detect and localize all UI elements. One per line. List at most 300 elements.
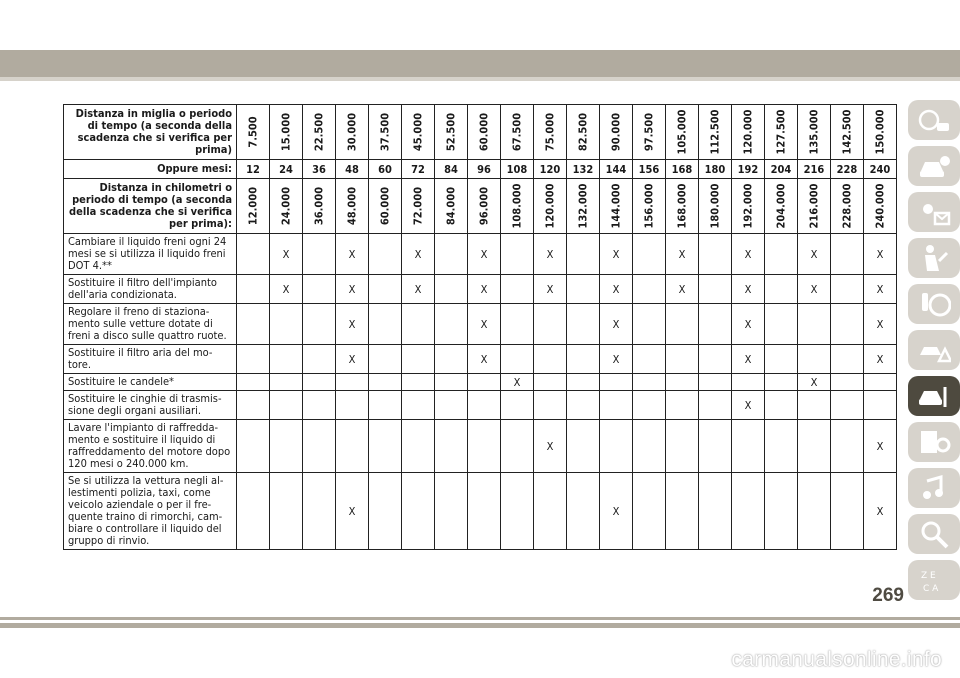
empty-cell	[369, 374, 402, 391]
tab-car-info[interactable]	[908, 146, 960, 186]
empty-cell	[633, 345, 666, 374]
km-header-row-value: 156.000	[642, 183, 656, 229]
empty-cell	[831, 391, 864, 420]
km-header-row-value: 120.000	[543, 183, 557, 229]
car-info-icon	[917, 151, 951, 181]
empty-cell	[699, 473, 732, 550]
empty-cell	[798, 345, 831, 374]
miles-header-row-cell	[732, 105, 765, 160]
miles-header-row-value: 150.000	[873, 109, 887, 155]
service-mark: X	[666, 234, 699, 275]
miles-header-row-cell	[303, 105, 336, 160]
km-header-row-value: 216.000	[807, 183, 821, 229]
service-mark: X	[600, 304, 633, 345]
empty-cell	[666, 420, 699, 473]
empty-cell	[666, 304, 699, 345]
empty-cell	[270, 420, 303, 473]
empty-cell	[435, 275, 468, 304]
empty-cell	[336, 391, 369, 420]
empty-cell	[402, 473, 435, 550]
months-header-row-label: Oppure mesi:	[64, 160, 237, 179]
km-header-row-cell	[666, 179, 699, 234]
empty-cell	[435, 304, 468, 345]
km-header-row-cell	[435, 179, 468, 234]
starting-driving-icon	[917, 289, 951, 319]
km-header-row-value: 204.000	[774, 183, 788, 229]
months-header-row-value: 84	[435, 160, 468, 179]
technical-specs-icon	[917, 427, 951, 457]
empty-cell	[534, 374, 567, 391]
empty-cell	[501, 345, 534, 374]
service-mark: X	[600, 473, 633, 550]
empty-cell	[765, 345, 798, 374]
miles-header-row	[64, 105, 897, 160]
months-header-row-value: 192	[732, 160, 765, 179]
service-mark: X	[864, 234, 897, 275]
empty-cell	[831, 304, 864, 345]
empty-cell	[402, 420, 435, 473]
service-mark: X	[864, 275, 897, 304]
months-header-row-value: 96	[468, 160, 501, 179]
miles-header-row-cell	[765, 105, 798, 160]
warning-lights-icon	[917, 197, 951, 227]
alphabetical-index-icon	[917, 565, 951, 595]
km-header-row-value: 36.000	[312, 186, 326, 226]
miles-header-row-value: 15.000	[279, 112, 293, 152]
km-header-row-cell	[303, 179, 336, 234]
empty-cell	[765, 275, 798, 304]
page-top-margin	[0, 0, 960, 50]
empty-cell	[765, 473, 798, 550]
miles-header-row-cell	[699, 105, 732, 160]
months-header-row-value: 216	[798, 160, 831, 179]
tab-multimedia[interactable]	[908, 468, 960, 508]
service-mark: X	[864, 304, 897, 345]
km-header-row-cell	[732, 179, 765, 234]
km-header-row-value: 228.000	[840, 183, 854, 229]
empty-cell	[369, 391, 402, 420]
empty-cell	[369, 420, 402, 473]
table-row	[64, 420, 897, 473]
miles-header-row-cell	[666, 105, 699, 160]
empty-cell	[402, 391, 435, 420]
empty-cell	[303, 391, 336, 420]
empty-cell	[567, 374, 600, 391]
km-header-row-cell	[402, 179, 435, 234]
service-mark: X	[798, 234, 831, 275]
miles-header-row-value: 45.000	[411, 112, 425, 152]
tab-search-index[interactable]	[908, 514, 960, 554]
empty-cell	[567, 473, 600, 550]
maintenance-task-label: Sostituire le cinghie di trasmis-sione degli organi ausiliari.	[64, 391, 237, 420]
miles-header-row-label: Distanza in miglia o periodo di tempo (a seconda della scadenza che si verifica per prima)	[64, 105, 237, 160]
service-mark: X	[534, 275, 567, 304]
service-mark: X	[468, 345, 501, 374]
table-row	[64, 345, 897, 374]
miles-header-row-cell	[567, 105, 600, 160]
empty-cell	[237, 374, 270, 391]
empty-cell	[369, 234, 402, 275]
empty-cell	[798, 391, 831, 420]
empty-cell	[369, 304, 402, 345]
maintenance-icon	[917, 381, 951, 411]
km-header-row-value: 168.000	[675, 183, 689, 229]
km-header-row-value: 48.000	[345, 186, 359, 226]
table-row	[64, 304, 897, 345]
miles-header-row-cell	[501, 105, 534, 160]
km-header-row-value: 60.000	[378, 186, 392, 226]
service-mark: X	[732, 345, 765, 374]
empty-cell	[237, 234, 270, 275]
service-mark: X	[666, 275, 699, 304]
miles-header-row-value: 135.000	[807, 109, 821, 155]
km-header-row-value: 72.000	[411, 186, 425, 226]
service-mark: X	[732, 391, 765, 420]
footer-band	[0, 617, 960, 620]
service-mark: X	[468, 234, 501, 275]
empty-cell	[567, 234, 600, 275]
maintenance-task-label: Sostituire il filtro dell'impianto dell'aria condizionata.	[64, 275, 237, 304]
miles-header-row-cell	[831, 105, 864, 160]
km-header-row-label: Distanza in chilometri o periodo di tempo (a seconda della scadenza che si verifica per prima):	[64, 179, 237, 234]
km-header-row-value: 84.000	[444, 186, 458, 226]
maintenance-task-label: Cambiare il liquido freni ogni 24 mesi se si utilizza il liquido freni DOT 4.**	[64, 234, 237, 275]
miles-header-row-cell	[369, 105, 402, 160]
km-header-row-cell	[600, 179, 633, 234]
service-mark: X	[600, 234, 633, 275]
empty-cell	[732, 420, 765, 473]
months-header-row-value: 204	[765, 160, 798, 179]
months-header-row-value: 180	[699, 160, 732, 179]
empty-cell	[765, 374, 798, 391]
empty-cell	[369, 473, 402, 550]
empty-cell	[336, 420, 369, 473]
miles-header-row-value: 97.500	[642, 112, 656, 152]
empty-cell	[402, 345, 435, 374]
chapter-tabs	[904, 100, 960, 606]
tab-alphabetical-index[interactable]	[908, 560, 960, 600]
empty-cell	[270, 374, 303, 391]
miles-header-row-cell	[402, 105, 435, 160]
empty-cell	[435, 473, 468, 550]
service-mark: X	[864, 420, 897, 473]
months-header-row-value: 36	[303, 160, 336, 179]
empty-cell	[765, 391, 798, 420]
empty-cell	[270, 473, 303, 550]
empty-cell	[732, 374, 765, 391]
service-mark: X	[402, 234, 435, 275]
km-header-row-value: 108.000	[510, 183, 524, 229]
km-header-row-cell	[501, 179, 534, 234]
empty-cell	[831, 420, 864, 473]
months-header-row-value: 72	[402, 160, 435, 179]
table-row	[64, 234, 897, 275]
miles-header-row-value: 30.000	[345, 112, 359, 152]
empty-cell	[765, 234, 798, 275]
empty-cell	[303, 275, 336, 304]
empty-cell	[435, 374, 468, 391]
service-mark: X	[501, 374, 534, 391]
svg-text:Z E: Z E	[921, 571, 936, 581]
miles-header-row-value: 37.500	[378, 112, 392, 152]
service-mark: X	[336, 304, 369, 345]
months-header-row-value: 132	[567, 160, 600, 179]
empty-cell	[831, 374, 864, 391]
miles-header-row-cell	[237, 105, 270, 160]
watermark: carmanualsonline.info	[731, 648, 942, 671]
empty-cell	[534, 391, 567, 420]
km-header-row-cell	[534, 179, 567, 234]
empty-cell	[435, 420, 468, 473]
km-header-row-cell	[270, 179, 303, 234]
miles-header-row-cell	[468, 105, 501, 160]
empty-cell	[864, 374, 897, 391]
service-mark: X	[600, 345, 633, 374]
km-header-row-value: 192.000	[741, 183, 755, 229]
miles-header-row-value: 7.500	[246, 116, 260, 148]
empty-cell	[633, 374, 666, 391]
empty-cell	[237, 473, 270, 550]
km-header-row-value: 240.000	[873, 183, 887, 229]
empty-cell	[600, 420, 633, 473]
empty-cell	[831, 473, 864, 550]
km-header-row-cell	[237, 179, 270, 234]
header-divider	[0, 77, 960, 81]
maintenance-task-label: Sostituire le candele*	[64, 374, 237, 391]
empty-cell	[237, 391, 270, 420]
miles-header-row-value: 90.000	[609, 112, 623, 152]
miles-header-row-value: 82.500	[576, 112, 590, 152]
km-header-row-value: 12.000	[246, 186, 260, 226]
empty-cell	[699, 234, 732, 275]
empty-cell	[501, 234, 534, 275]
km-header-row-cell	[336, 179, 369, 234]
maintenance-task-label: Se si utilizza la vettura negli al-lestimenti polizia, taxi, come veicolo aziendale o per il fre-quente traino di rimorchi, cam-biare o controllare il liquido del gruppo di rinvio.	[64, 473, 237, 550]
tab-emergency[interactable]	[908, 330, 960, 370]
months-header-row-value: 120	[534, 160, 567, 179]
footer-band-lower	[0, 623, 960, 628]
miles-header-row-cell	[600, 105, 633, 160]
empty-cell	[732, 473, 765, 550]
service-mark: X	[600, 275, 633, 304]
months-header-row-value: 60	[369, 160, 402, 179]
table-row	[64, 275, 897, 304]
km-header-row-cell	[831, 179, 864, 234]
empty-cell	[633, 420, 666, 473]
empty-cell	[468, 374, 501, 391]
empty-cell	[798, 420, 831, 473]
empty-cell	[864, 391, 897, 420]
months-header-row-value: 240	[864, 160, 897, 179]
table-row	[64, 473, 897, 550]
miles-header-row-value: 75.000	[543, 112, 557, 152]
service-mark: X	[732, 234, 765, 275]
empty-cell	[303, 234, 336, 275]
miles-header-row-value: 105.000	[675, 109, 689, 155]
months-header-row-value: 12	[237, 160, 270, 179]
empty-cell	[501, 391, 534, 420]
empty-cell	[270, 391, 303, 420]
empty-cell	[237, 304, 270, 345]
empty-cell	[567, 391, 600, 420]
service-mark: X	[798, 374, 831, 391]
empty-cell	[270, 345, 303, 374]
search-index-icon	[917, 519, 951, 549]
empty-cell	[567, 345, 600, 374]
empty-cell	[699, 275, 732, 304]
empty-cell	[798, 473, 831, 550]
empty-cell	[699, 304, 732, 345]
tab-technical-specs[interactable]	[908, 422, 960, 462]
maintenance-task-label: Lavare l'impianto di raffredda-mento e sostituire il liquido di raffreddamento del motore dopo 120 mesi o 240.000 km.	[64, 420, 237, 473]
service-mark: X	[270, 275, 303, 304]
miles-header-row-cell	[864, 105, 897, 160]
empty-cell	[468, 420, 501, 473]
empty-cell	[435, 345, 468, 374]
service-mark: X	[468, 304, 501, 345]
empty-cell	[402, 304, 435, 345]
emergency-icon	[917, 335, 951, 365]
empty-cell	[501, 304, 534, 345]
empty-cell	[633, 234, 666, 275]
empty-cell	[567, 304, 600, 345]
km-header-row	[64, 179, 897, 234]
months-header-row-value: 168	[666, 160, 699, 179]
empty-cell	[534, 473, 567, 550]
miles-header-row-value: 142.500	[840, 109, 854, 155]
empty-cell	[369, 345, 402, 374]
empty-cell	[699, 345, 732, 374]
empty-cell	[402, 374, 435, 391]
empty-cell	[501, 473, 534, 550]
empty-cell	[303, 304, 336, 345]
service-mark: X	[468, 275, 501, 304]
miles-header-row-cell	[270, 105, 303, 160]
maintenance-task-label: Sostituire il filtro aria del mo-tore.	[64, 345, 237, 374]
km-header-row-value: 180.000	[708, 183, 722, 229]
km-header-row-cell	[567, 179, 600, 234]
empty-cell	[666, 374, 699, 391]
empty-cell	[831, 345, 864, 374]
service-mark: X	[402, 275, 435, 304]
months-header-row-value: 24	[270, 160, 303, 179]
miles-header-row-value: 127.500	[774, 109, 788, 155]
months-header-row-value: 48	[336, 160, 369, 179]
km-header-row-cell	[798, 179, 831, 234]
empty-cell	[633, 304, 666, 345]
empty-cell	[765, 304, 798, 345]
km-header-row-cell	[468, 179, 501, 234]
service-mark: X	[732, 275, 765, 304]
empty-cell	[501, 275, 534, 304]
service-mark: X	[864, 345, 897, 374]
empty-cell	[303, 420, 336, 473]
miles-header-row-value: 22.500	[312, 112, 326, 152]
months-header-row-value: 144	[600, 160, 633, 179]
months-header-row-value: 108	[501, 160, 534, 179]
empty-cell	[798, 304, 831, 345]
empty-cell	[567, 275, 600, 304]
empty-cell	[666, 473, 699, 550]
miles-header-row-value: 120.000	[741, 109, 755, 155]
page-number: 269	[872, 585, 904, 606]
km-header-row-value: 144.000	[609, 183, 623, 229]
empty-cell	[303, 374, 336, 391]
km-header-row-value: 132.000	[576, 183, 590, 229]
empty-cell	[534, 345, 567, 374]
empty-cell	[567, 420, 600, 473]
km-header-row-value: 96.000	[477, 186, 491, 226]
service-mark: X	[336, 234, 369, 275]
multimedia-icon	[917, 473, 951, 503]
tab-maintenance[interactable]	[908, 376, 960, 416]
empty-cell	[666, 345, 699, 374]
tab-starting-driving[interactable]	[908, 284, 960, 324]
miles-header-row-value: 112.500	[708, 109, 722, 155]
empty-cell	[699, 374, 732, 391]
empty-cell	[831, 275, 864, 304]
miles-header-row-value: 60.000	[477, 112, 491, 152]
empty-cell	[501, 420, 534, 473]
miles-header-row-value: 52.500	[444, 112, 458, 152]
safety-icon	[917, 243, 951, 273]
km-header-row-cell	[699, 179, 732, 234]
miles-header-row-cell	[336, 105, 369, 160]
empty-cell	[270, 304, 303, 345]
km-header-row-value: 24.000	[279, 186, 293, 226]
maintenance-task-label: Regolare il freno di staziona-mento sulle vetture dotate di freni a disco sulle quattro ruote.	[64, 304, 237, 345]
empty-cell	[237, 345, 270, 374]
empty-cell	[699, 420, 732, 473]
tab-safety[interactable]	[908, 238, 960, 278]
months-header-row-value: 156	[633, 160, 666, 179]
empty-cell	[699, 391, 732, 420]
empty-cell	[468, 391, 501, 420]
maintenance-schedule-table	[63, 104, 897, 550]
empty-cell	[237, 420, 270, 473]
empty-cell	[468, 473, 501, 550]
empty-cell	[600, 391, 633, 420]
miles-header-row-cell	[534, 105, 567, 160]
service-mark: X	[336, 345, 369, 374]
km-header-row-cell	[633, 179, 666, 234]
miles-header-row-cell	[798, 105, 831, 160]
table-row	[64, 391, 897, 420]
empty-cell	[237, 275, 270, 304]
empty-cell	[435, 234, 468, 275]
miles-header-row-cell	[435, 105, 468, 160]
empty-cell	[633, 391, 666, 420]
service-mark: X	[336, 275, 369, 304]
tab-dashboard-info[interactable]	[908, 100, 960, 140]
svg-text:C A: C A	[923, 584, 939, 594]
service-mark: X	[534, 420, 567, 473]
empty-cell	[633, 275, 666, 304]
empty-cell	[600, 374, 633, 391]
header-band	[0, 50, 960, 77]
service-mark: X	[270, 234, 303, 275]
miles-header-row-cell	[633, 105, 666, 160]
km-header-row-cell	[765, 179, 798, 234]
service-mark: X	[534, 234, 567, 275]
empty-cell	[534, 304, 567, 345]
service-mark: X	[864, 473, 897, 550]
service-mark: X	[336, 473, 369, 550]
empty-cell	[303, 473, 336, 550]
months-header-row	[64, 160, 897, 179]
empty-cell	[336, 374, 369, 391]
tab-warning-lights[interactable]	[908, 192, 960, 232]
